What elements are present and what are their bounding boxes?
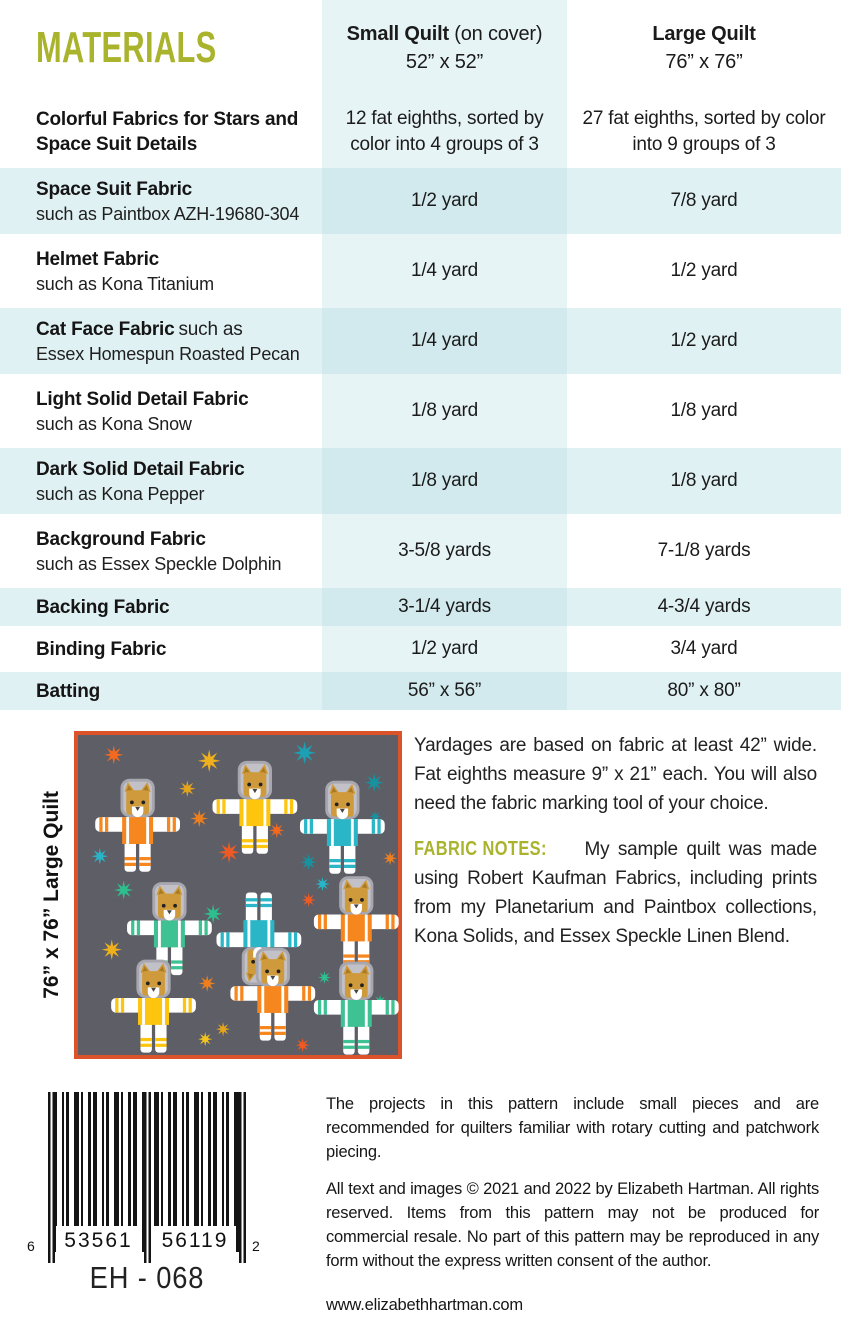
quilt-image (74, 731, 402, 1064)
large-quilt-value: 1/2 yard (670, 260, 738, 281)
barcode (27, 1092, 294, 1304)
copyright-note: All text and images © 2021 and 2022 by Elizabeth Hartman. All rights reserved. Items from this pattern may not be produced for commercial resale. No part of this pattern may be reproduced in any form without the express written consent of the author. (326, 1180, 819, 1270)
table-row (0, 168, 841, 234)
row-label: Cat Face Fabric (36, 318, 175, 340)
large-quilt-name: Large Quilt (652, 22, 756, 45)
fabric-notes-label: FABRIC NOTES: (414, 838, 547, 860)
yardage-note: Yardages are based on fabric at least 42” wide. Fat eighths measure 9” x 21” each. You will also need the fabric marking tool of your choice. (414, 735, 817, 814)
row-label: Light Solid Detail Fabric (36, 388, 249, 410)
col-header-large (567, 0, 841, 95)
row-label: Dark Solid Detail Fabric (36, 458, 245, 480)
row-label: Helmet Fabric (36, 248, 160, 270)
small-quilt-value: 56” x 56” (322, 672, 567, 710)
materials-title: MATERIALS (36, 22, 217, 72)
pattern-code: EH - 068 (89, 1260, 205, 1295)
footer-section (0, 1092, 841, 1330)
quilt-graphic (74, 731, 402, 1059)
fabric-notes-text: My sample quilt was made using Robert Kaufman Fabrics, including prints from my Planetarium and Paintbox collections, Kona Solids, and Essex Speckle Linen Blend. (414, 839, 817, 947)
col-header-small (322, 0, 567, 95)
row-sublabel: such as Kona Titanium (36, 273, 214, 294)
barcode-guard-right (239, 1092, 246, 1263)
recommendation-note: The projects in this pattern include small pieces and are recommended for quilters familiar with rotary cutting and patchwork piecing. (326, 1095, 819, 1161)
row-sublabel: such as Kona Pepper (36, 483, 205, 504)
small-quilt-value: 1/2 yard (410, 638, 479, 659)
row-sublabel: Essex Homespun Roasted Pecan (36, 343, 300, 364)
intro-small-value: 12 fat eighths, sorted by color into 4 groups of 3 (345, 107, 544, 155)
barcode-digit-right: 2 (252, 1238, 260, 1254)
large-quilt-value: 1/8 yard (670, 400, 738, 421)
small-quilt-size: 52” x 52” (405, 50, 484, 73)
barcode-guard-left (48, 1092, 55, 1263)
large-quilt-value: 3/4 yard (670, 638, 738, 659)
small-quilt-value: 1/8 yard (410, 400, 479, 421)
small-quilt-value: 1/2 yard (322, 168, 567, 234)
intro-row (0, 95, 841, 168)
fabric-notes (414, 835, 817, 951)
table-header-row (0, 0, 841, 95)
intro-label: Colorful Fabrics for Stars and Space Suit Details (36, 108, 299, 155)
small-quilt-value: 3-5/8 yards (398, 540, 491, 561)
barcode-digit-left: 6 (27, 1238, 35, 1254)
row-label: Space Suit Fabric (36, 178, 193, 200)
small-quilt-value: 1/8 yard (322, 448, 567, 514)
small-quilt-note: (on cover) (454, 22, 543, 45)
intro-large-value: 27 fat eighths, sorted by color into 9 groups of 3 (582, 107, 826, 155)
large-quilt-size: 76” x 76” (665, 50, 743, 73)
small-quilt-value: 3-1/4 yards (322, 588, 567, 626)
table-row (0, 518, 841, 584)
table-row (0, 308, 841, 374)
large-quilt-value: 1/8 yard (567, 448, 841, 514)
barcode-group-2: 56119 (154, 1226, 236, 1256)
table-row (0, 448, 841, 514)
row-sublabel: such as Essex Speckle Dolphin (36, 553, 282, 574)
website-link[interactable]: www.elizabethhartman.com (326, 1296, 523, 1314)
row-label: Batting (36, 680, 101, 702)
table-row (0, 672, 841, 710)
large-quilt-value: 80” x 80” (567, 672, 841, 710)
table-row (0, 630, 841, 668)
table-row (0, 588, 841, 626)
row-label-suffix: such as (178, 318, 243, 340)
large-quilt-value: 7/8 yard (567, 168, 841, 234)
middle-section (0, 731, 841, 1064)
large-quilt-value: 7-1/8 yards (657, 540, 751, 561)
large-quilt-value: 4-3/4 yards (567, 588, 841, 626)
row-sublabel: such as Kona Snow (36, 413, 192, 434)
table-row (0, 238, 841, 304)
small-quilt-value: 1/4 yard (410, 260, 479, 281)
quilt-caption: 76” x 76” Large Quilt (40, 791, 63, 999)
barcode-group-1: 53561 (56, 1226, 141, 1256)
row-label: Background Fabric (36, 528, 206, 550)
row-label: Binding Fabric (36, 638, 167, 660)
row-sublabel: such as Paintbox AZH-19680-304 (36, 203, 300, 224)
barcode-guard-middle (144, 1092, 151, 1263)
row-label: Backing Fabric (36, 596, 170, 618)
table-row (0, 378, 841, 444)
small-quilt-name: Small Quilt (346, 22, 449, 45)
large-quilt-value: 1/2 yard (567, 308, 841, 374)
small-quilt-value: 1/4 yard (322, 308, 567, 374)
